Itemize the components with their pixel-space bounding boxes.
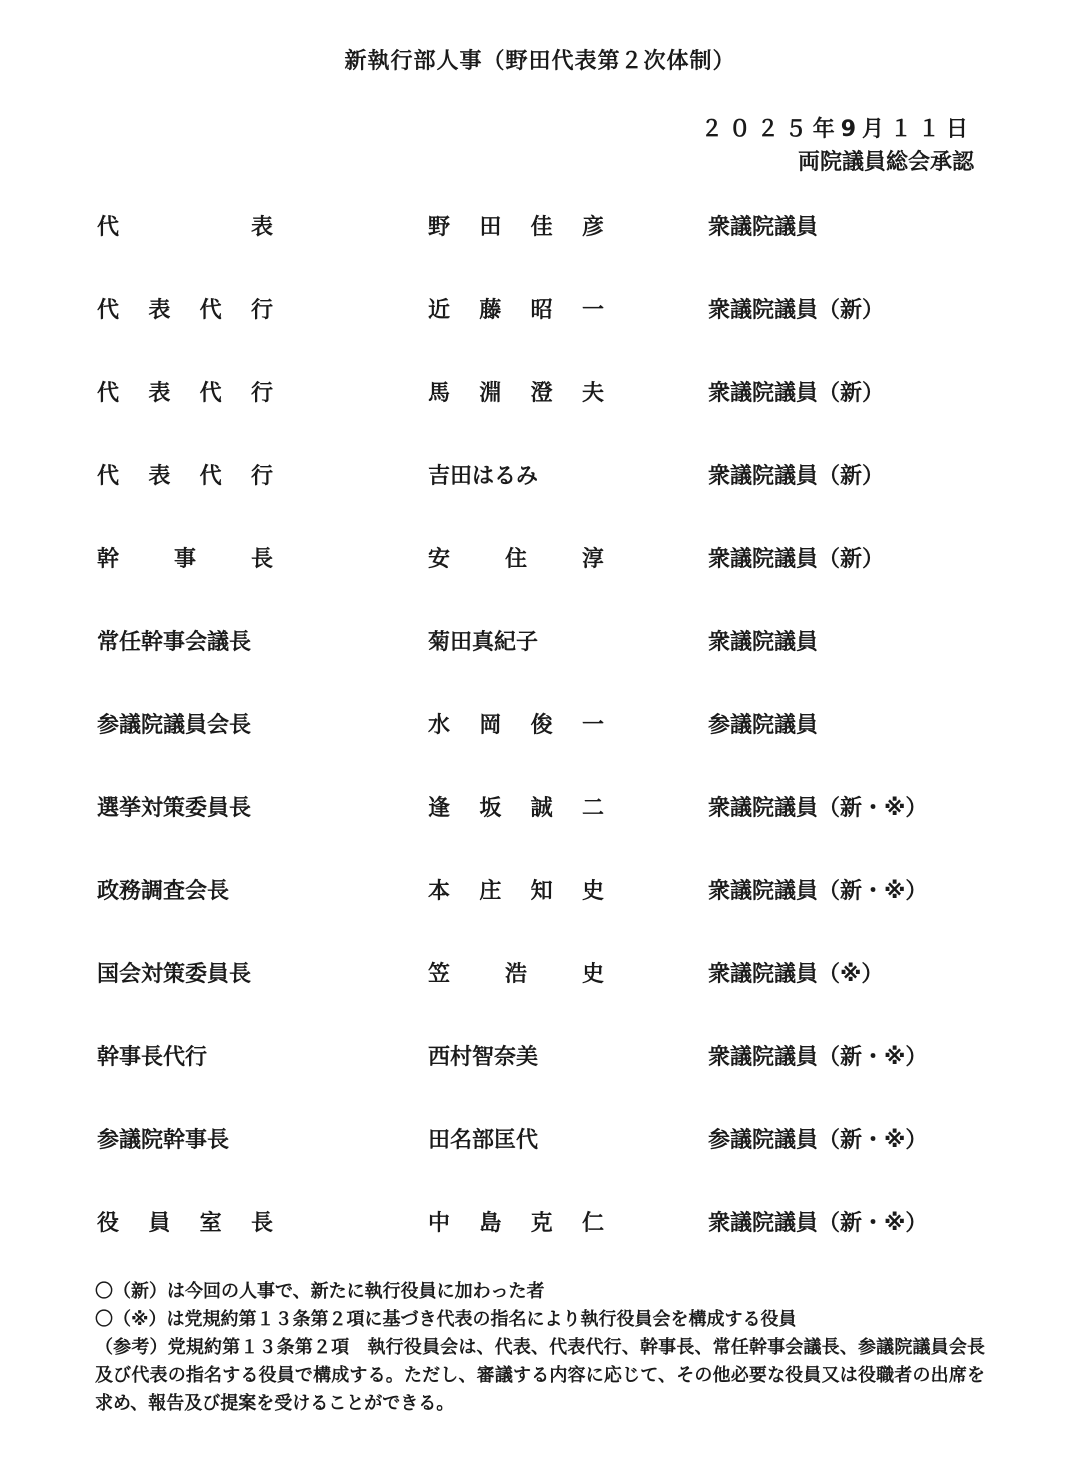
member-status: 衆議院議員 (708, 630, 819, 655)
position-title: 幹事長代行 (97, 1045, 208, 1070)
roster-row (0, 1038, 1080, 1078)
member-name: 近 藤 昭 一 (428, 298, 604, 323)
position-title: 幹 事 長 (97, 547, 273, 572)
member-status: 衆議院議員（新） (708, 547, 885, 572)
roster-row (0, 623, 1080, 663)
roster-row (0, 540, 1080, 580)
position-title: 国会対策委員長 (97, 962, 252, 987)
roster-row (0, 706, 1080, 746)
member-status: 衆議院議員（新・※） (708, 879, 928, 904)
member-status: 衆議院議員（新） (708, 298, 885, 323)
member-status: 参議院議員（新・※） (708, 1128, 928, 1153)
member-status: 衆議院議員（新・※） (708, 796, 928, 821)
member-name: 菊田真紀子 (428, 630, 539, 655)
document-date: ２０２５年9月１１日 (700, 117, 974, 142)
roster-row (0, 374, 1080, 414)
position-title: 政務調査会長 (97, 879, 230, 904)
member-name: 馬 淵 澄 夫 (428, 381, 604, 406)
roster-row (0, 1121, 1080, 1161)
note-star: 〇（※）は党規約第１３条第２項に基づき代表の指名により執行役員会を構成する役員 (95, 1309, 797, 1330)
note-reference: （参考）党規約第１３条第２項 執行役員会は、代表、代表代行、幹事長、常任幹事会議長、参議院議員会長及び代表の指名する役員で構成する。ただし、審議する内容に応じて、その他必要な役員又は役職者の出席を求め、報告及び提案を受けることができる。 (95, 1337, 985, 1414)
roster-row (0, 1204, 1080, 1244)
member-name: 水 岡 俊 一 (428, 713, 604, 738)
document-title: 新執行部人事（野田代表第２次体制） (344, 49, 736, 74)
member-status: 衆議院議員（新・※） (708, 1045, 928, 1070)
member-name: 逢 坂 誠 二 (428, 796, 604, 821)
roster-row (0, 291, 1080, 331)
roster-row (0, 789, 1080, 829)
member-status: 衆議院議員（新） (708, 464, 885, 489)
note-new: 〇（新）は今回の人事で、新たに執行役員に加わった者 (95, 1281, 545, 1302)
member-name: 西村智奈美 (428, 1045, 539, 1070)
roster-row (0, 872, 1080, 912)
member-name: 安 住 淳 (428, 547, 604, 572)
position-title: 参議院議員会長 (97, 713, 252, 738)
member-name: 中 島 克 仁 (428, 1211, 604, 1236)
position-title: 選挙対策委員長 (97, 796, 252, 821)
notes-section (95, 1278, 985, 1418)
roster-row (0, 457, 1080, 497)
roster-row (0, 208, 1080, 248)
position-title: 代 表 代 行 (97, 464, 273, 489)
member-name: 本 庄 知 史 (428, 879, 604, 904)
member-name: 笠 浩 史 (428, 962, 604, 987)
roster-row (0, 955, 1080, 995)
position-title: 代 表 (97, 215, 273, 240)
position-title: 代 表 代 行 (97, 381, 273, 406)
member-status: 衆議院議員（新・※） (708, 1211, 928, 1236)
member-name: 吉田はるみ (428, 464, 539, 489)
member-name: 野 田 佳 彦 (428, 215, 604, 240)
member-name: 田名部匡代 (428, 1128, 539, 1153)
member-status: 衆議院議員（※） (708, 962, 884, 987)
position-title: 常任幹事会議長 (97, 630, 252, 655)
approval-note: 両院議員総会承認 (797, 150, 974, 175)
member-status: 衆議院議員（新） (708, 381, 885, 406)
member-status: 衆議院議員 (708, 215, 819, 240)
position-title: 代 表 代 行 (97, 298, 273, 323)
position-title: 役 員 室 長 (97, 1211, 273, 1236)
position-title: 参議院幹事長 (97, 1128, 230, 1153)
member-status: 参議院議員 (708, 713, 819, 738)
